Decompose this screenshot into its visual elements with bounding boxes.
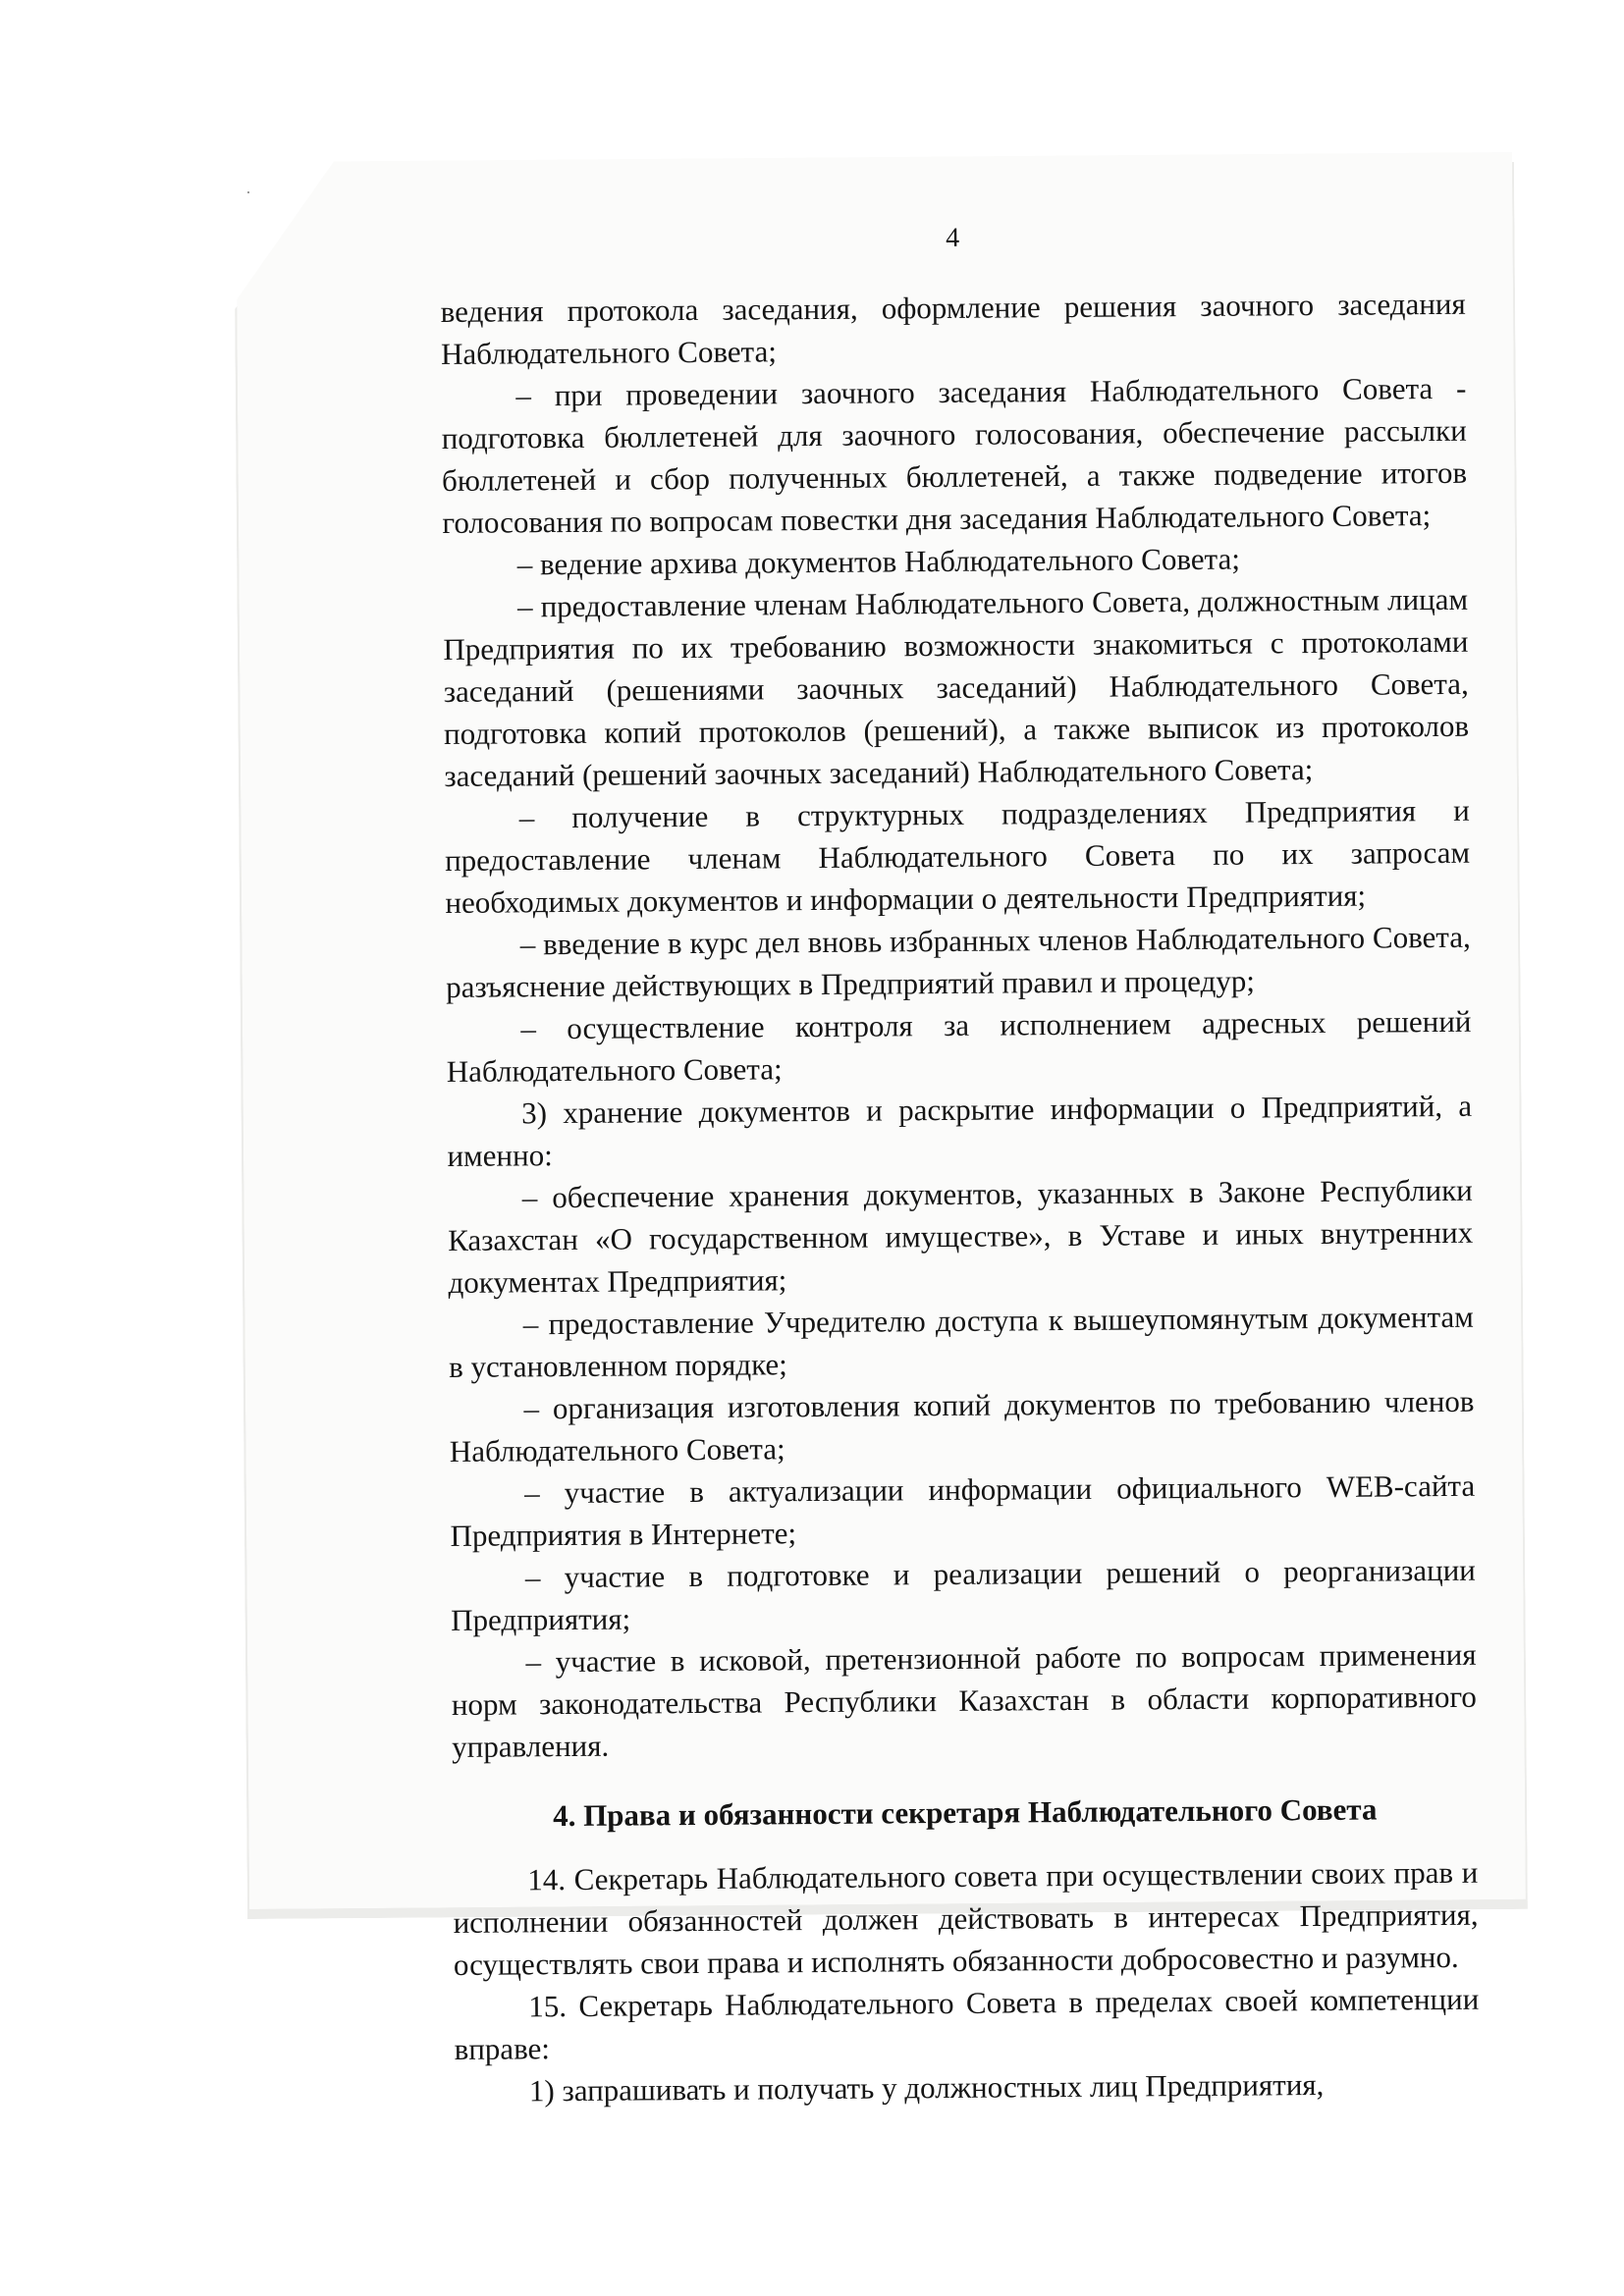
list-item: – при проведении заочного заседания Наблюдательного Совета - подготовка бюллетеней для заочного голосования, обеспечение рассылки бюллетеней и сбор полученных бюллетеней, а также подведение итогов голосования по вопросам повестки дня заседания Наблюдательного Совета; (441, 370, 1468, 540)
list-item: – участие в исковой, претензионной работе по вопросам применения норм законодательства Республики Казахстан в области корпоративного управления. (451, 1636, 1477, 1764)
list-item: – организация изготовления копий документов по требованию членов Наблюдательного Совета; (449, 1383, 1475, 1468)
list-item: – участие в актуализации информации официального WEB-сайта Предприятия в Интернете; (450, 1468, 1476, 1553)
clause-paragraph: 14. Секретарь Наблюдательного совета при осуществлении своих прав и исполнении обязанностей должен действовать в интересах Предприятия, осуществлять свои права и исполнять обязанности добросовестно и разумно. (453, 1854, 1479, 1982)
scan-speck (247, 191, 249, 193)
list-item: – предоставление членам Наблюдательного Совета, должностным лицам Предприятия по их требованию возможности знакомиться с протоколами заседаний (решениями заочных заседаний) Наблюдательного Совета, подготовка копий протоколов (решений), а также выписок из протоколов заседаний (решений заочных заседаний) Наблюдательного Совета; (443, 581, 1470, 793)
section-heading: 4. Права и обязанности секретаря Наблюдательного Совета (552, 1791, 1378, 1834)
list-item: – участие в подготовке и реализации решений о реорганизации Предприятия; (451, 1552, 1476, 1637)
list-item: – осуществление контроля за исполнением адресных решений Наблюдательного Совета; (446, 1003, 1472, 1089)
list-item: – получение в структурных подразделениях Предприятия и предоставление членам Наблюдательного Совета по их запросам необходимых документов и информации о деятельности Предприятия; (444, 792, 1471, 920)
list-item: – ведение архива документов Наблюдательного Совета; (516, 541, 1241, 582)
numbered-item: 1) запрашивать и получать у должностных лиц Предприятия, (528, 2066, 1325, 2109)
paragraph: ведения протокола заседания, оформление решения заочного заседания Наблюдательного Совета; (440, 286, 1466, 371)
clause-paragraph: 15. Секретарь Наблюдательного Совета в пределах своей компетенции вправе: (454, 1981, 1480, 2066)
list-item: – обеспечение хранения документов, указанных в Законе Республики Казахстан «О государственном имуществе», в Уставе и иных внутренних документах Предприятия; (448, 1172, 1474, 1300)
list-item: – предоставление Учредителю доступа к вышеупомянутым документам в установленном порядке; (449, 1299, 1474, 1384)
numbered-item: 3) хранение документов и раскрытие информации о Предприятий, а именно: (447, 1088, 1473, 1173)
list-item: – введение в курс дел вновь избранных членов Наблюдательного Совета, разъяснение действующих в Предприятий правил и процедур; (445, 919, 1471, 1004)
page-number: 4 (946, 222, 960, 253)
document-page (440, 213, 1480, 2112)
